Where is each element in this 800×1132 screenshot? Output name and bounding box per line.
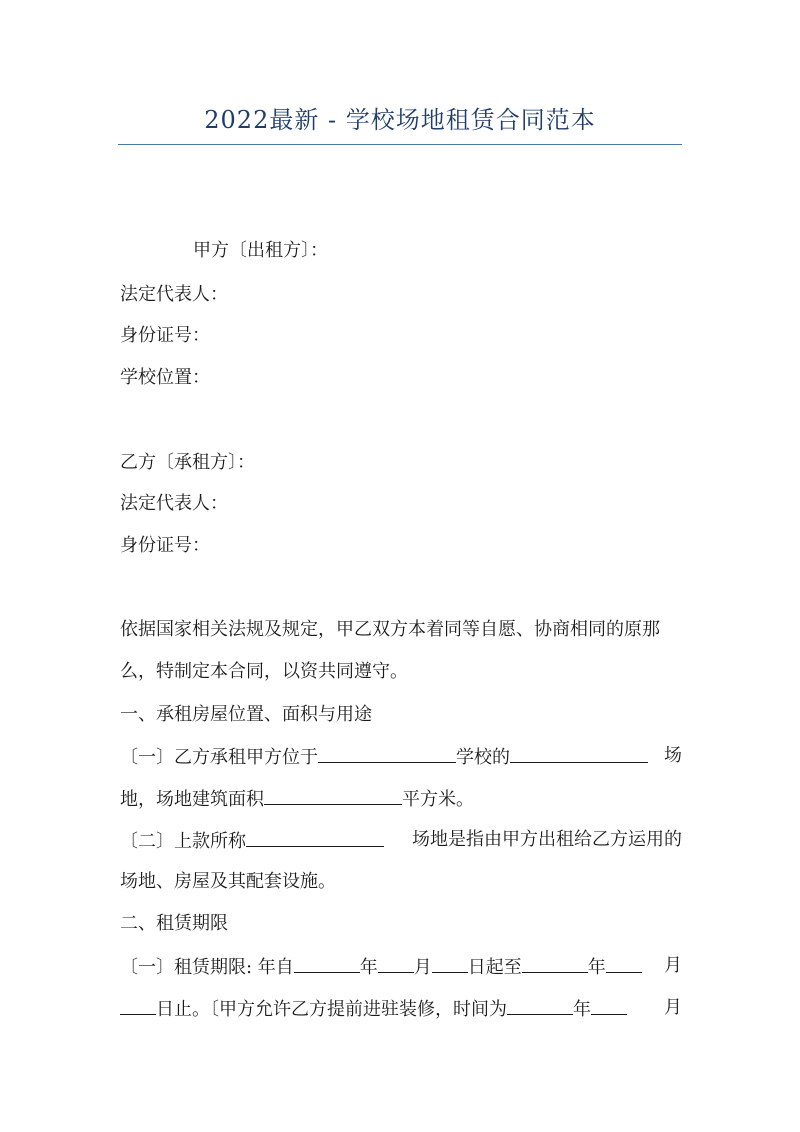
clause-text: 平方米。 — [402, 789, 474, 810]
section-1-item-2-line-2: 场地、房屋及其配套设施。 — [120, 871, 336, 892]
blank-end-year — [522, 954, 588, 973]
section-2-item-1-line-2 — [120, 996, 682, 1022]
section-1-item-2-line-1 — [120, 828, 682, 854]
document-title: 2022最新 - 学校场地租赁合同范本 — [204, 106, 596, 134]
blank-start-year — [294, 954, 360, 973]
blank-school-location — [318, 744, 456, 763]
clause-text: 〔一〕租赁期限: 年自 — [120, 957, 294, 978]
section-1-item-1-line-2 — [120, 786, 474, 812]
blank-floor-area — [264, 786, 402, 805]
year-label: 年 — [587, 957, 606, 978]
clause-text: 地，场地建筑面积 — [120, 789, 264, 810]
party-b-id-label: 身份证号： — [120, 535, 210, 556]
party-b-heading: 乙方〔承租方〕： — [120, 452, 255, 473]
clause-text: 学校的 — [456, 747, 510, 768]
blank-venue-name — [510, 744, 648, 763]
clause-text: 日起至 — [467, 957, 522, 978]
section-1-heading: 一、承租房屋位置、面积与用途 — [120, 704, 372, 725]
clause-text: 〔甲方允许乙方提前进驻装修，时间为 — [210, 999, 507, 1020]
preamble-line-1: 依据国家相关法规及规定，甲乙双方本着同等自愿、协商相同的原那 — [120, 619, 660, 640]
blank-decor-month — [591, 996, 627, 1015]
clause-text: 〔一〕乙方承租甲方位于 — [120, 747, 318, 768]
party-b-representative-label: 法定代表人： — [120, 493, 228, 514]
section-1-item-1-line-1 — [120, 744, 682, 770]
clause-text: 场 — [664, 745, 682, 766]
blank-end-day — [120, 996, 156, 1015]
blank-venue-ref — [246, 828, 384, 847]
month-label: 月 — [664, 955, 682, 976]
clause-text: 场地是指由甲方出租给乙方运用的 — [412, 829, 682, 850]
title-underline — [118, 144, 682, 145]
party-a-heading: 甲方〔出租方〕： — [193, 240, 328, 261]
month-label: 月 — [413, 957, 432, 978]
blank-decor-year — [507, 996, 573, 1015]
year-label: 年 — [573, 999, 591, 1020]
blank-start-month — [378, 954, 414, 973]
blank-end-month — [606, 954, 642, 973]
year-label: 年 — [359, 957, 378, 978]
clause-text: 〔二〕上款所称 — [120, 831, 246, 852]
section-2-item-1-line-1 — [120, 954, 682, 980]
clause-text: 日止。 — [156, 999, 210, 1020]
section-2-heading: 二、租赁期限 — [120, 913, 228, 934]
party-a-id-label: 身份证号： — [120, 325, 210, 346]
party-a-representative-label: 法定代表人： — [120, 284, 228, 305]
blank-start-day — [432, 954, 468, 973]
month-label: 月 — [664, 997, 682, 1018]
party-a-location-label: 学校位置： — [120, 367, 210, 388]
preamble-line-2: 么，特制定本合同，以资共同遵守。 — [120, 661, 408, 682]
